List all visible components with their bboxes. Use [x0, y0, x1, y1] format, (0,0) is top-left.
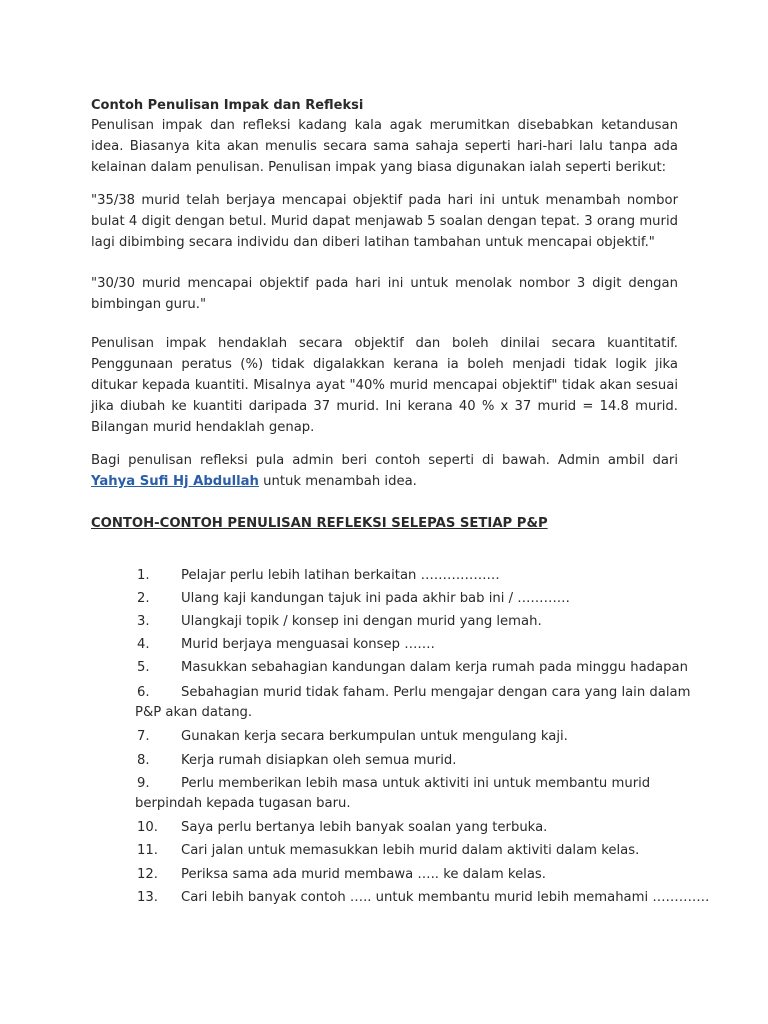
author-link[interactable]: Yahya Sufi Hj Abdullah [91, 474, 259, 489]
list-item-number: 12. [137, 867, 158, 882]
list-item-text: Masukkan sebahagian kandungan dalam kerja rumah pada minggu hadapan [181, 660, 688, 675]
list-item-text: Sebahagian murid tidak faham. Perlu mengajar dengan cara yang lain dalam [181, 685, 691, 700]
list-item-number: 6. [137, 685, 150, 700]
list-item-number: 4. [137, 637, 150, 652]
list-item-number: 1. [137, 568, 150, 583]
list-item-number: 7. [137, 729, 150, 744]
list-item-number: 5. [137, 660, 150, 675]
list-item-text: Ulangkaji topik / konsep ini dengan murid yang lemah. [181, 614, 542, 629]
list-item-text: Gunakan kerja secara berkumpulan untuk mengulang kaji. [181, 729, 568, 744]
reflection-intro-tail: untuk menambah idea. [258, 474, 417, 489]
list-item-continuation: berpindah kepada tugasan baru. [135, 796, 351, 811]
list-item-number: 8. [137, 753, 150, 768]
list-item-number: 11. [137, 843, 158, 858]
list-item-number: 10. [137, 820, 158, 835]
page-title: Contoh Penulisan Impak dan Refleksi [91, 98, 364, 113]
impact-example-2: "30/30 murid mencapai objektif pada hari ini untuk menolak nombor 3 digit dengan bimbingan guru." [91, 276, 678, 312]
list-item-number: 3. [137, 614, 150, 629]
impact-example-1: "35/38 murid telah berjaya mencapai objektif pada hari ini untuk menambah nombor bulat 4 digit dengan betul. Murid dapat menjawab 5 soalan dengan tepat. 3 orang murid lagi dibimbing secara individu dan diberi latihan tambahan untuk mencapai objektif." [91, 193, 678, 250]
intro-paragraph: Penulisan impak dan refleksi kadang kala agak merumitkan disebabkan ketandusan idea. Biasanya kita akan menulis secara sama sahaja seperti hari-hari lalu tanpa ada kelainan dalam penulisan. Penulisan impak yang biasa digunakan ialah seperti berikut: [91, 118, 678, 175]
list-item-number: 9. [137, 776, 150, 791]
list-item-text: Perlu memberikan lebih masa untuk aktiviti ini untuk membantu murid [181, 776, 651, 791]
list-item-number: 2. [137, 591, 150, 606]
list-item-text: Kerja rumah disiapkan oleh semua murid. [181, 753, 457, 768]
reflection-intro-paragraph [91, 450, 678, 492]
list-item-text: Saya perlu bertanya lebih banyak soalan yang terbuka. [181, 820, 548, 835]
list-item-number: 13. [137, 890, 158, 905]
list-item-text: Ulang kaji kandungan tajuk ini pada akhir bab ini / ………… [181, 591, 570, 606]
list-item-text: Pelajar perlu lebih latihan berkaitan ……………… [181, 568, 500, 583]
quantitative-paragraph: Penulisan impak hendaklah secara objektif dan boleh dinilai secara kuantitatif. Penggunaan peratus (%) tidak digalakkan kerana ia boleh menjadi tidak logik jika ditukar kepada kuantiti. Misalnya ayat "40% murid mencapai objektif" tidak akan sesuai jika diubah ke kuantiti daripada 37 murid. Ini kerana 40 % x 37 murid = 14.8 murid. Bilangan murid hendaklah genap. [91, 336, 678, 435]
list-item-text: Cari jalan untuk memasukkan lebih murid dalam aktiviti dalam kelas. [181, 843, 640, 858]
list-item-continuation: P&P akan datang. [135, 705, 253, 720]
list-item-text: Cari lebih banyak contoh ….. untuk membantu murid lebih memahami …………. [181, 890, 710, 905]
reflection-intro-text: Bagi penulisan refleksi pula admin beri contoh seperti di bawah. Admin ambil dari [91, 453, 678, 468]
list-item-text: Murid berjaya menguasai konsep ……. [181, 637, 435, 652]
list-item-text: Periksa sama ada murid membawa ….. ke dalam kelas. [181, 867, 546, 882]
reflection-examples-heading: CONTOH-CONTOH PENULISAN REFLEKSI SELEPAS SETIAP P&P [91, 516, 548, 531]
